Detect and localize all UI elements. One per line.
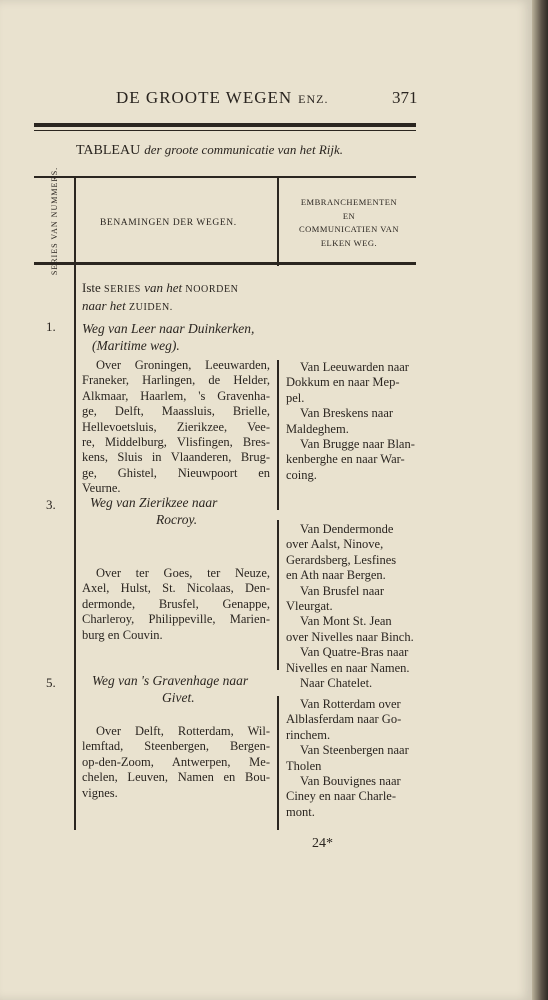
page-edge: [532, 0, 548, 1000]
branch-line: Nivelles en naar Namen.: [286, 660, 410, 675]
branch-line: over Aalst, Ninove,: [286, 537, 384, 552]
branch-line: Dokkum en naar Mep-: [286, 375, 400, 390]
branch-line: Van Mont St. Jean: [300, 614, 392, 629]
route-body-line: Veurne.: [82, 481, 121, 496]
route-body-line: Axel, Hulst, St. Nicolaas, Den-: [82, 581, 270, 596]
route-branches: [286, 522, 420, 691]
branch-line: Tholen: [286, 758, 322, 773]
route-body-line: Charleroy, Philippeville, Marien-: [82, 612, 270, 627]
column-header-series: [38, 166, 72, 276]
column-header-branches-line: COMMUNICATIEN VAN: [298, 224, 400, 234]
route-title: [82, 494, 278, 528]
route-title-line: Weg van Leer naar Duinkerken,: [82, 321, 255, 336]
section-north-word: NOORDEN: [185, 284, 239, 295]
route-title: [82, 320, 278, 354]
column-header-roads: BENAMINGEN DER WEGEN.: [100, 218, 237, 228]
route-body-line: chelen, Leuven, Namen en Bou-: [82, 770, 270, 785]
route-body-line: Franeker, Harlingen, de Helder,: [82, 373, 270, 388]
column-divider-middle-header: [277, 176, 279, 266]
branch-line: mont.: [286, 804, 315, 819]
section-heading: [82, 280, 272, 316]
page-number: 371: [392, 88, 418, 107]
route-body-line: Over ter Goes, ter Neuze,: [96, 566, 270, 580]
column-header-branches-line: EN: [342, 210, 356, 221]
route-title-line: Rocroy.: [156, 512, 198, 527]
route-number: 1.: [46, 319, 56, 334]
column-header-branches: [284, 196, 414, 250]
route-body-line: Hellevoetsluis, Zierikzee, Vee-: [82, 419, 270, 434]
route-body-line: kens, Sluis in Vlaanderen, Brug-: [82, 450, 270, 465]
column-divider-left: [74, 176, 76, 830]
branch-line: Van Rotterdam over: [300, 697, 401, 711]
column-header-branches-line: ELKEN WEG.: [320, 237, 378, 248]
branch-line: Vleurgat.: [286, 599, 333, 614]
branch-line: Van Bouvignes naar: [300, 774, 401, 789]
route-title-line: (Maritime weg).: [92, 338, 180, 353]
column-divider-middle: [277, 360, 279, 510]
running-title-suffix: ENZ.: [298, 92, 329, 106]
route-body-line: dermonde, Brusfel, Genappe,: [82, 596, 270, 611]
route-body: [82, 724, 270, 801]
section-italic-1: van het: [144, 280, 183, 295]
section-south-word: ZUIDEN.: [128, 302, 173, 313]
route-body: [82, 566, 270, 643]
route-body-line: ge, Ghistel, Nieuwpoort en: [82, 465, 270, 480]
branch-line: Naar Chatelet.: [300, 676, 373, 691]
route-body-line: op-den-Zoom, Antwerpen, Me-: [82, 754, 270, 769]
section-heading-line: [82, 280, 272, 298]
route-title-line: Givet.: [162, 690, 195, 705]
branch-line: Van Leeuwarden naar: [300, 360, 409, 374]
table-title-prefix: TABLEAU: [76, 143, 141, 158]
route-body-line: Alkmaar, Haarlem, 's Gravenha-: [82, 388, 270, 403]
branch-line: rinchem.: [286, 727, 331, 742]
table-title: [76, 142, 343, 159]
running-title: DE GROOTE WEGEN: [116, 88, 293, 107]
section-heading-line: [82, 298, 272, 316]
route-number: 3.: [46, 497, 56, 512]
branch-line: kenberghe en naar War-: [286, 452, 405, 467]
head-rule-thin: [34, 130, 416, 131]
column-divider-middle: [277, 520, 279, 670]
branch-line: Van Quatre-Bras naar: [300, 645, 409, 660]
route-body-line: vignes.: [82, 785, 118, 800]
branch-line: Van Brugge naar Blan-: [300, 437, 415, 452]
table-header-rule-bottom: [34, 262, 416, 265]
branch-line: Van Dendermonde: [300, 522, 394, 536]
head-rule-thick: [34, 123, 416, 127]
section-series-word: SERIES: [104, 284, 141, 295]
branch-line: pel.: [286, 390, 305, 405]
branch-line: Maldeghem.: [286, 421, 349, 436]
column-header-series-label: SERIES VAN NUMMERS.: [50, 166, 59, 276]
column-header-branches-line: EMBRANCHEMENTEN: [300, 197, 398, 207]
route-branches: [286, 697, 420, 820]
table-title-italic: der groote communicatie van het Rijk.: [144, 142, 343, 157]
branch-line: Van Brusfel naar: [300, 583, 384, 598]
printer-signature: 24*: [312, 836, 333, 851]
branch-line: Van Steenbergen naar: [300, 743, 409, 758]
route-title-line: Weg van 's Gravenhage naar: [92, 673, 249, 688]
branch-line: Van Breskens naar: [300, 406, 394, 421]
branch-line: Gerardsberg, Lesfines: [286, 552, 397, 567]
running-head: [116, 88, 329, 108]
column-divider-middle: [277, 696, 279, 830]
section-italic-2: naar het: [82, 298, 126, 313]
branch-line: Alblasferdam naar Go-: [286, 712, 402, 727]
branch-line: Ciney en naar Charle-: [286, 789, 397, 804]
branch-line: en Ath naar Bergen.: [286, 568, 386, 583]
route-body-line: Over Groningen, Leeuwarden,: [96, 358, 270, 372]
branch-line: over Nivelles naar Binch.: [286, 629, 414, 644]
route-body-line: ge, Delft, Maassluis, Brielle,: [82, 404, 270, 419]
route-title: [82, 672, 278, 706]
route-branches: [286, 360, 418, 483]
route-body-line: re, Middelburg, Vlisfingen, Bres-: [82, 435, 270, 450]
route-body-line: Over Delft, Rotterdam, Wil-: [96, 724, 270, 738]
table-header-rule-top: [34, 176, 416, 178]
route-number: 5.: [46, 675, 56, 690]
route-body: [82, 358, 270, 497]
section-number: Iste: [82, 280, 101, 295]
route-title-line: Weg van Zierikzee naar: [90, 495, 218, 510]
branch-line: coing.: [286, 467, 317, 482]
route-body-line: lemftad, Steenbergen, Bergen-: [82, 739, 270, 754]
route-body-line: burg en Couvin.: [82, 627, 163, 642]
